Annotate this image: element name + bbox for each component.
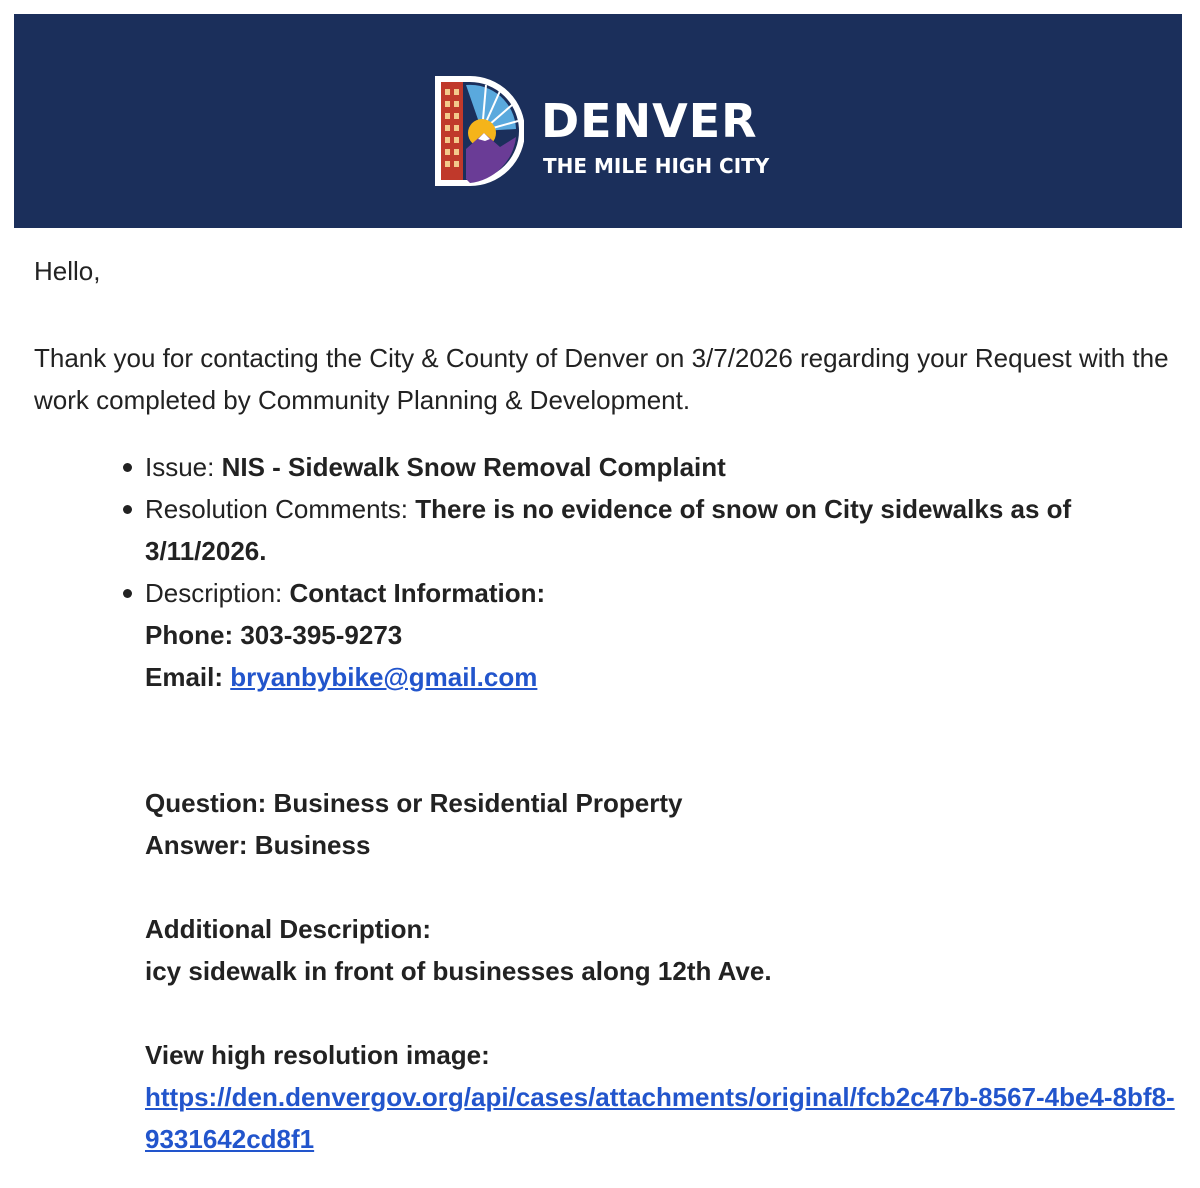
image-link[interactable]: https://den.denvergov.org/api/cases/attachments/original/fcb2c47b-8567-4be4-8bf8-9331642cd8f1 [145,1082,1175,1154]
list-item-description [145,572,1175,1160]
logo-tagline: THE MILE HIGH CITY [543,154,770,178]
list-item-resolution [145,488,1175,572]
logo-wordmark: DENVER [541,94,758,148]
details-list [145,446,1175,1160]
question-line: Question: Business or Residential Property [145,788,683,818]
spacer [145,992,1175,1034]
intro-paragraph: Thank you for contacting the City & County of Denver on 3/7/2026 regarding your Request with the work completed by Community Planning & Development. [34,343,1169,415]
resolution-label: Resolution Comments: [145,494,416,524]
contact-heading: Contact Information: [289,578,546,608]
header-banner [14,14,1182,228]
additional-description-heading: Additional Description: [145,914,431,944]
issue-value: NIS - Sidewalk Snow Removal Complaint [221,452,726,482]
denver-logo-icon [424,71,524,191]
email-label: Email: [145,662,231,692]
description-label: Description: [145,578,290,608]
email-line [145,656,1175,698]
image-heading: View high resolution image: [145,1040,490,1070]
list-item-issue [145,446,1175,488]
spacer [145,698,1175,782]
phone-line: Phone: 303-395-9273 [145,620,403,650]
spacer [145,866,1175,908]
greeting: Hello, [34,256,101,286]
answer-line: Answer: Business [145,830,371,860]
email-link[interactable]: bryanbybike@gmail.com [230,662,538,692]
additional-description-text: icy sidewalk in front of businesses along 12th Ave. [145,956,772,986]
issue-label: Issue: [145,452,222,482]
resolution-value: There is no evidence of snow on City sidewalks as of 3/11/2026. [145,494,1072,566]
